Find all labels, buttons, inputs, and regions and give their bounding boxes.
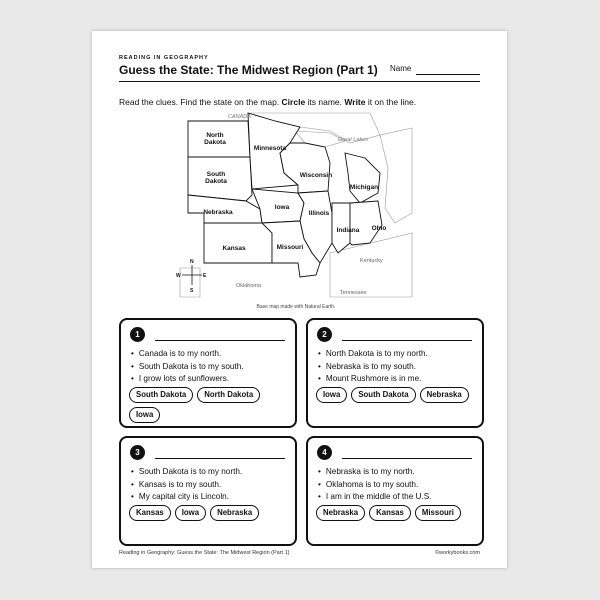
- option-kansas[interactable]: Kansas: [369, 505, 411, 521]
- header-divider: [119, 81, 480, 82]
- option-south-dakota[interactable]: South Dakota: [129, 387, 193, 403]
- answer-line[interactable]: [155, 458, 285, 459]
- clue-list: [318, 466, 431, 504]
- option-iowa[interactable]: Iowa: [129, 407, 160, 423]
- label-wisconsin: Wisconsin: [299, 172, 333, 179]
- instructions-write: Write: [344, 97, 366, 107]
- label-minnesota: Minnesota: [253, 145, 287, 152]
- label-south-dakota-1: South: [206, 171, 226, 178]
- clue-item: • North Dakota is to my north.: [318, 348, 428, 361]
- clue-item: • I grow lots of sunflowers.: [131, 373, 244, 386]
- label-oklahoma: Oklahoma: [236, 283, 262, 289]
- footer-title: Reading in Geography: Guess the State: The Midwest Region (Part 1): [119, 550, 290, 556]
- label-north-dakota-1: North: [206, 132, 224, 139]
- card-number: 2: [317, 327, 332, 342]
- clue-card-1: [119, 318, 297, 428]
- option-iowa[interactable]: Iowa: [316, 387, 347, 403]
- clue-item: • South Dakota is to my north.: [131, 466, 242, 479]
- eyebrow-label: READING IN GEOGRAPHY: [119, 55, 209, 61]
- page-title: Guess the State: The Midwest Region (Part 1): [119, 63, 378, 77]
- answer-line[interactable]: [155, 340, 285, 341]
- compass-n: N: [190, 259, 194, 265]
- footer-copyright: ©workybooks.com: [434, 550, 480, 556]
- option-north-dakota[interactable]: North Dakota: [197, 387, 260, 403]
- option-south-dakota[interactable]: South Dakota: [351, 387, 415, 403]
- label-kansas: Kansas: [222, 245, 246, 252]
- clue-card-3: [119, 436, 297, 546]
- compass-e: E: [203, 273, 207, 279]
- state-michigan: [345, 153, 380, 203]
- instructions-text-2: its name.: [305, 97, 345, 107]
- answer-line[interactable]: [342, 458, 472, 459]
- answer-options: [316, 387, 481, 403]
- option-nebraska[interactable]: Nebraska: [316, 505, 365, 521]
- label-north-dakota-2: Dakota: [204, 139, 226, 146]
- label-illinois: Illinois: [308, 210, 330, 217]
- label-tennessee: Tennessee: [340, 290, 367, 296]
- label-canada: CANADA: [228, 114, 251, 120]
- label-great-lakes: Great Lakes: [338, 137, 368, 143]
- clue-list: [131, 348, 244, 386]
- label-iowa: Iowa: [274, 204, 290, 211]
- answer-options: [129, 387, 294, 423]
- instructions-circle: Circle: [281, 97, 306, 107]
- instructions-text-1: Read the clues. Find the state on the map.: [119, 97, 282, 107]
- answer-options: [316, 505, 481, 521]
- clue-item: • Kansas is to my south.: [131, 479, 242, 492]
- label-missouri: Missouri: [276, 244, 304, 251]
- clue-card-2: [306, 318, 484, 428]
- worksheet-page: [92, 31, 507, 568]
- option-kansas[interactable]: Kansas: [129, 505, 171, 521]
- clue-list: [131, 466, 242, 504]
- clue-card-4: [306, 436, 484, 546]
- clue-item: • Oklahoma is to my south.: [318, 479, 431, 492]
- option-iowa[interactable]: Iowa: [175, 505, 206, 521]
- option-missouri[interactable]: Missouri: [415, 505, 461, 521]
- state-ohio: [350, 201, 382, 245]
- card-number: 4: [317, 445, 332, 460]
- option-nebraska[interactable]: Nebraska: [420, 387, 469, 403]
- label-kentucky: Kentucky: [360, 258, 383, 264]
- label-indiana: Indiana: [336, 227, 360, 234]
- option-nebraska[interactable]: Nebraska: [210, 505, 259, 521]
- label-nebraska: Nebraska: [203, 209, 233, 216]
- clue-item: • Mount Rushmore is in me.: [318, 373, 428, 386]
- answer-line[interactable]: [342, 340, 472, 341]
- answer-options: [129, 505, 294, 521]
- clue-item: • South Dakota is to my south.: [131, 361, 244, 374]
- instructions-text-3: it on the line.: [365, 97, 417, 107]
- compass-s: S: [190, 288, 194, 294]
- map-credit: Base map made with Natural Earth.: [256, 304, 336, 310]
- clue-item: • Canada is to my north.: [131, 348, 244, 361]
- name-label: Name: [390, 64, 412, 73]
- instructions: [119, 97, 416, 107]
- clue-list: [318, 348, 428, 386]
- clue-item: • Nebraska is to my north.: [318, 466, 431, 479]
- label-ohio: Ohio: [371, 225, 387, 232]
- card-number: 1: [130, 327, 145, 342]
- card-number: 3: [130, 445, 145, 460]
- compass-w: W: [176, 273, 181, 279]
- clue-item: • Nebraska is to my south.: [318, 361, 428, 374]
- label-south-dakota-2: Dakota: [205, 178, 227, 185]
- label-michigan: Michigan: [349, 184, 379, 191]
- midwest-map: [176, 113, 412, 297]
- eastern-region: [380, 128, 412, 223]
- clue-item: • My capital city is Lincoln.: [131, 491, 242, 504]
- name-field-line[interactable]: [416, 74, 480, 75]
- clue-item: • I am in the middle of the U.S.: [318, 491, 431, 504]
- state-kansas: [204, 223, 272, 263]
